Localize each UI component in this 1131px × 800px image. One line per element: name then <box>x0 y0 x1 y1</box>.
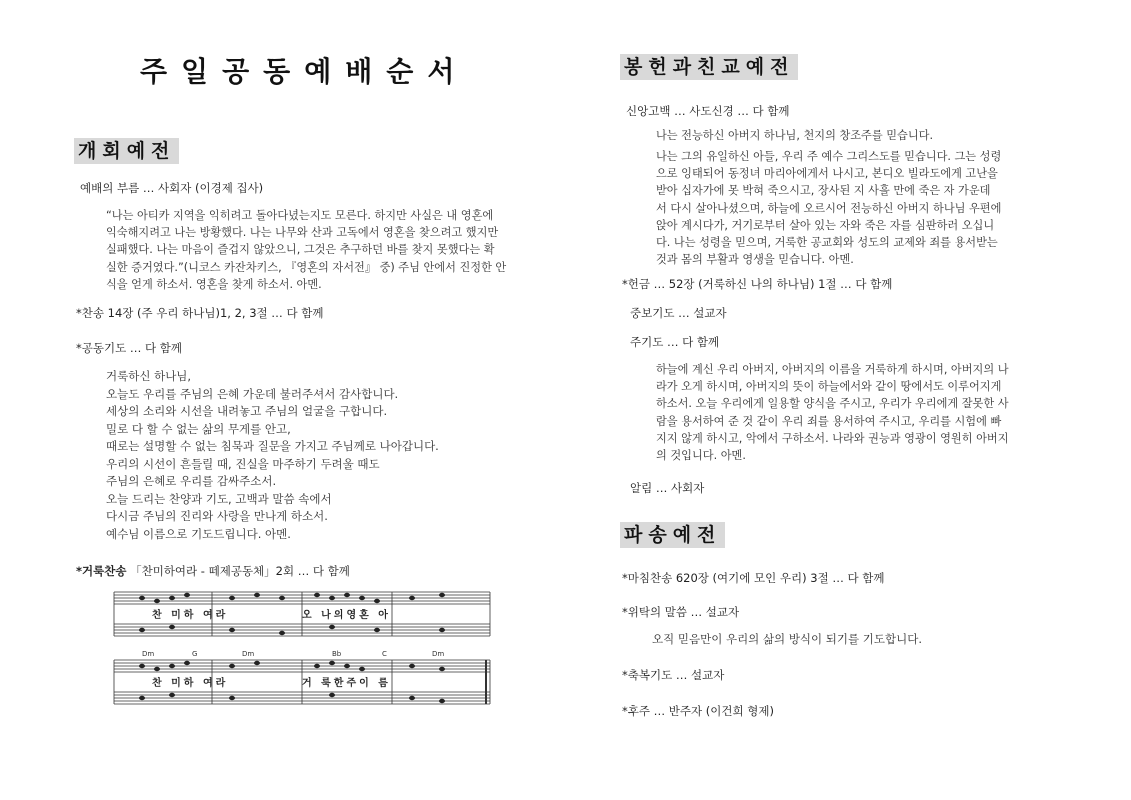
call-to-worship-text <box>106 207 526 293</box>
lords-prayer-line: 하소서. 오늘 우리에게 일용할 양식을 주시고, 우리가 우리에게 잘못한 사 <box>656 397 1009 411</box>
call-line: “나는 아티카 지역을 익히려고 돌아다녔는지도 모른다. 하지만 사실은 내 영혼에 <box>106 209 494 222</box>
common-prayer-label: *공동기도 … 다 함께 <box>76 341 182 355</box>
creed-line: 서 다시 살아나셨으며, 하늘에 오르시어 전능하신 아버지 하나님 우편에 <box>656 201 1002 215</box>
prayer-line: 밀로 다 할 수 없는 삶의 무게를 안고, <box>106 421 291 436</box>
prayer-line: 주님의 은혜로 우리를 감싸주소서. <box>106 474 277 488</box>
creed-line-1: 나는 전능하신 아버지 하나님, 천지의 창조주를 믿습니다. <box>656 129 934 142</box>
chord-symbol: Bb <box>332 650 342 658</box>
postlude-line: *후주 … 반주자 (이건희 형제) <box>622 704 774 718</box>
prayer-line: 우리의 시선이 흔들릴 때, 진실을 마주하기 두려울 때도 <box>106 456 380 471</box>
creed-line: 받아 십자가에 못 박혀 죽으시고, 장사된 지 사흘 만에 죽은 자 가운데 <box>656 184 991 198</box>
holy-song-detail: 「찬미하여라 - 떼제공동체」2회 … 다 함께 <box>126 564 350 578</box>
holy-song-label: *거룩찬송 <box>76 564 127 578</box>
announcements-line: 알림 … 사회자 <box>630 481 705 495</box>
benediction-line: *축복기도 … 설교자 <box>622 668 725 682</box>
chord-symbol: G <box>192 650 198 658</box>
chord-symbols <box>142 650 444 658</box>
prayer-line: 거룩하신 하나님, <box>106 369 192 383</box>
call-line: 익숙해지려고 나는 방황했다. 나는 나무와 산과 고독에서 영혼을 찾으려고 했지만 <box>106 226 499 240</box>
lords-prayer-line: 람을 용서하여 준 것 같이 우리 죄를 용서하여 주시고, 우리를 시험에 빠 <box>656 414 1002 428</box>
lords-prayer-line: 하늘에 계신 우리 아버지, 아버지의 이름을 거룩하게 하시며, 아버지의 나 <box>656 363 1009 376</box>
common-prayer-text <box>106 368 439 543</box>
offering-hymn-line: *헌금 … 52장 (거룩하신 나의 하나님) 1절 … 다 함께 <box>622 277 893 291</box>
lords-prayer-line: 의 것입니다. 아멘. <box>656 449 746 463</box>
lords-prayer-text <box>656 361 1076 464</box>
chord-symbol: C <box>382 650 387 658</box>
holy-song-line <box>76 563 350 580</box>
lords-prayer-label: 주기도 … 다 함께 <box>630 335 720 349</box>
creed-line: 나는 그의 유일하신 아들, 우리 주 예수 그리스도를 믿습니다. 그는 성령 <box>656 150 1002 163</box>
section-heading-opening: 개회예전 <box>74 138 179 164</box>
score-lyric: 찬 미하 여라 <box>152 610 229 621</box>
prayer-line: 세상의 소리와 시선을 내려놓고 주님의 얼굴을 구합니다. <box>106 404 388 418</box>
page-title: 주일공동예배순서 <box>140 55 469 88</box>
lords-prayer-line: 라가 오게 하시며, 아버지의 뜻이 하늘에서와 같이 땅에서도 이루어지게 <box>656 380 1002 394</box>
score-lyric: 거 룩한주이 름 <box>302 678 391 689</box>
score-lyric: 오 나의영혼 아 <box>302 610 391 621</box>
creed-line: 앉아 계시다가, 거기로부터 살아 있는 자와 죽은 자를 심판하러 오십니 <box>656 218 995 232</box>
score-lyric: 찬 미하 여라 <box>152 678 229 689</box>
closing-hymn-line: *마침찬송 620장 (여기에 모인 우리) 3절 … 다 함께 <box>622 571 885 585</box>
intercession-line: 중보기도 … 설교자 <box>630 306 727 320</box>
chord-symbol: Dm <box>142 650 155 658</box>
prayer-line: 오늘도 우리를 주님의 은혜 가운데 불러주셔서 감사합니다. <box>106 386 399 401</box>
call-line: 식을 얻게 하소서. 영혼을 찾게 하소서. 아멘. <box>106 277 322 291</box>
creed-line: 으로 잉태되어 동정녀 마리아에게서 나시고, 본디오 빌라도에게 고난을 <box>656 167 998 181</box>
call-to-worship-label: 예배의 부름 … 사회자 (이경제 집사) <box>80 181 264 195</box>
section-heading-sending: 파송예전 <box>620 522 725 548</box>
call-line: 실한 증거였다.”(니코스 카잔차키스, 『영혼의 자서전』 중) 주님 안에서 진정한 안 <box>106 260 507 274</box>
prayer-line: 때로는 설명할 수 없는 침묵과 질문을 가지고 주님께로 나아갑니다. <box>106 439 439 453</box>
commission-text: 오직 믿음만이 우리의 삶의 방식이 되기를 기도합니다. <box>652 632 922 646</box>
chord-symbol: Dm <box>432 650 445 658</box>
prayer-line: 예수님 이름으로 기도드립니다. 아멘. <box>106 526 291 541</box>
prayer-line: 오늘 드리는 찬양과 기도, 고백과 말씀 속에서 <box>106 491 332 506</box>
music-score <box>112 584 492 714</box>
creed-line: 다. 나는 성령을 믿으며, 거룩한 공교회와 성도의 교제와 죄를 용서받는 <box>656 236 998 250</box>
creed-paragraph <box>656 148 1056 268</box>
creed-line: 것과 몸의 부활과 영생을 믿습니다. 아멘. <box>656 253 854 267</box>
lords-prayer-line: 지지 않게 하시고, 악에서 구하소서. 나라와 권능과 영광이 영원히 아버지 <box>656 431 1009 445</box>
prayer-line: 다시금 주님의 진리와 사랑을 만나게 하소서. <box>106 509 328 523</box>
section-heading-offering: 봉헌과친교예전 <box>620 54 798 80</box>
commission-label: *위탁의 말씀 … 설교자 <box>622 605 740 619</box>
call-line: 실패했다. 나는 마음이 즐겁지 않았으니, 그것은 추구하던 바를 찾지 못했다는 확 <box>106 243 495 257</box>
hymn-line: *찬송 14장 (주 우리 하나님)1, 2, 3절 … 다 함께 <box>76 306 324 320</box>
chord-symbol: Dm <box>242 650 255 658</box>
creed-label: 신앙고백 … 사도신경 … 다 함께 <box>626 104 790 118</box>
